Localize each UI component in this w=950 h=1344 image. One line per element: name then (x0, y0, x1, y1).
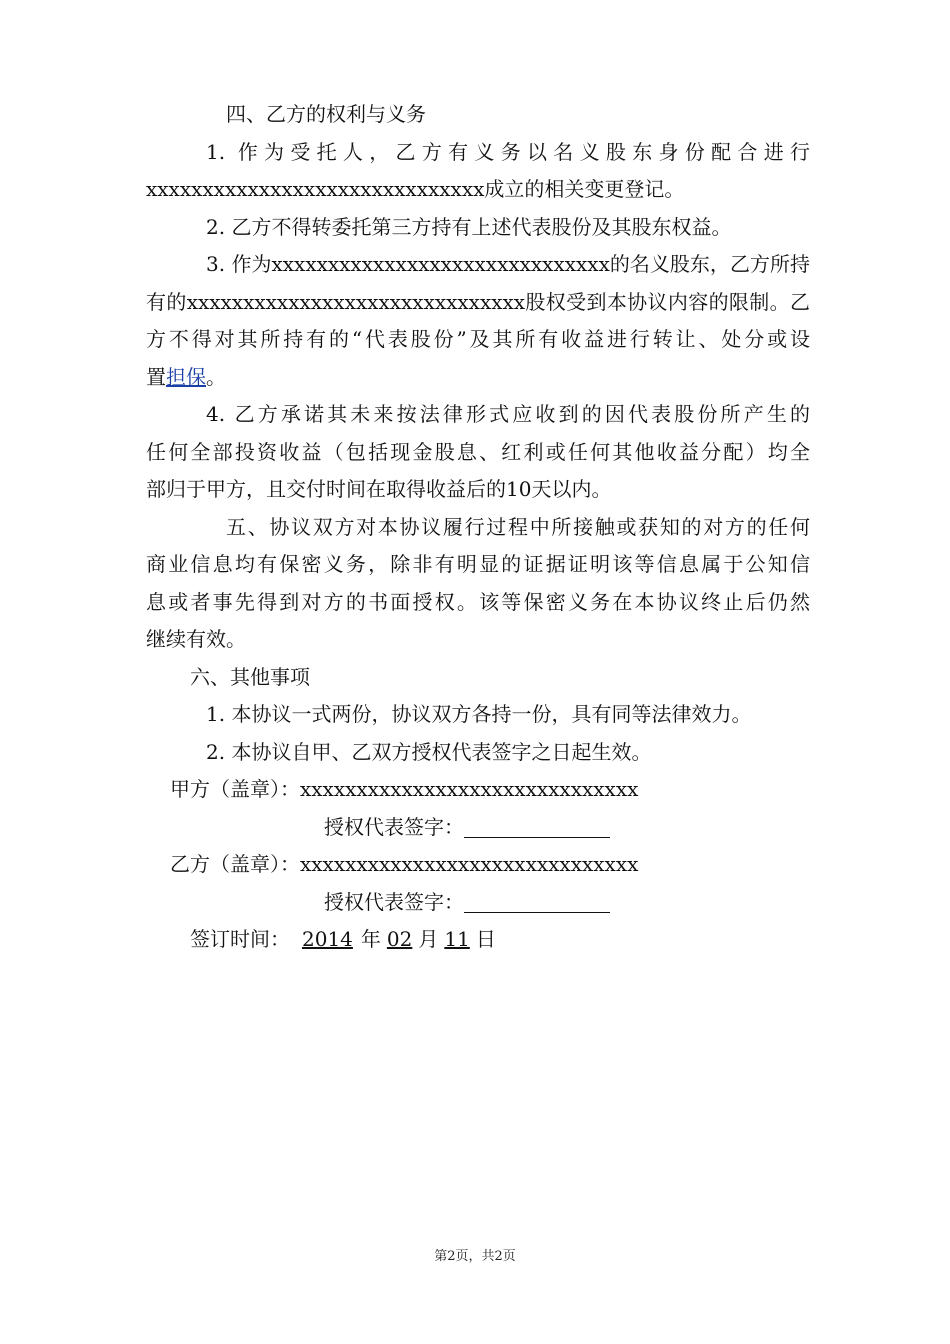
section-5-line-1: 五、协议双方对本协议履行过程中所接触或获知的对方的任何 (226, 514, 810, 539)
item-3-text-pre: 置 (146, 364, 166, 389)
year-unit: 年 (360, 927, 381, 951)
signing-month: 02 (386, 927, 413, 951)
section-4-item-3-line-1: 3. 作为xxxxxxxxxxxxxxxxxxxxxxxxxxxxxx的名义股东，乙方所持 (206, 252, 810, 276)
party-a-row (146, 771, 810, 809)
section-4-item-4-line-2: 任何全部投资收益（包括现金股息、红利或任何其他收益分配）均全 (146, 439, 810, 464)
item-3-text-post: 。 (206, 364, 226, 389)
party-b-row (146, 846, 810, 884)
guarantee-link[interactable]: 担保 (166, 364, 206, 389)
signing-year: 2014 (302, 927, 353, 951)
party-a-label: 甲方（盖章）： (170, 777, 300, 801)
month-unit: 月 (418, 927, 439, 951)
section-5-line-2: 商业信息均有保密义务，除非有明显的证据证明该等信息属于公知信 (146, 552, 810, 576)
party-b-rep-row (146, 884, 810, 922)
signing-day: 11 (444, 927, 470, 951)
party-a-signature-line (464, 815, 610, 838)
party-a-name: xxxxxxxxxxxxxxxxxxxxxxxxxxxxxx (300, 777, 639, 801)
section-5-line-4: 继续有效。 (146, 627, 246, 651)
day-unit: 日 (475, 927, 496, 951)
section-4-item-3-line-4 (146, 359, 810, 397)
signing-date-row (146, 921, 810, 959)
section-6-item-1: 1. 本协议一式两份，协议双方各持一份，具有同等法律效力。 (206, 702, 752, 726)
section-4-item-2: 2. 乙方不得转委托第三方持有上述代表股份及其股东权益。 (206, 214, 732, 239)
party-b-name: xxxxxxxxxxxxxxxxxxxxxxxxxxxxxx (300, 852, 639, 876)
section-6-heading: 六、其他事项 (190, 664, 310, 689)
section-4-item-1-line-1: 1. 作为受托人，乙方有义务以名义股东身份配合进行 (206, 139, 810, 164)
document-body (146, 96, 810, 959)
signing-date-label: 签订时间： (190, 927, 290, 951)
party-a-rep-row (146, 809, 810, 847)
party-b-label: 乙方（盖章）： (170, 852, 300, 876)
party-b-signature-line (464, 890, 610, 913)
section-4-item-3-line-2: 有的xxxxxxxxxxxxxxxxxxxxxxxxxxxxxx股权受到本协议内容的限制。乙 (146, 289, 810, 314)
section-5-line-3: 息或者事先得到对方的书面授权。该等保密义务在本协议终止后仍然 (146, 589, 810, 614)
section-6-item-2: 2. 本协议自甲、乙双方授权代表签字之日起生效。 (206, 739, 652, 764)
section-4-item-4-line-1: 4. 乙方承诺其未来按法律形式应收到的因代表股份所产生的 (206, 402, 810, 426)
party-b-rep-label: 授权代表签字： (324, 889, 464, 914)
section-4-item-3-line-3: 方不得对其所持有的“代表股份”及其所有收益进行转让、处分或设 (146, 327, 810, 351)
section-4-heading: 四、乙方的权利与义务 (226, 102, 426, 126)
section-4-item-4-line-3: 部归于甲方，且交付时间在取得收益后的10天以内。 (146, 477, 612, 501)
page-footer: 第2页，共2页 (434, 1249, 516, 1264)
section-4-item-1-line-2: xxxxxxxxxxxxxxxxxxxxxxxxxxxxxx成立的相关变更登记。 (146, 177, 685, 201)
party-a-rep-label: 授权代表签字： (324, 814, 464, 839)
